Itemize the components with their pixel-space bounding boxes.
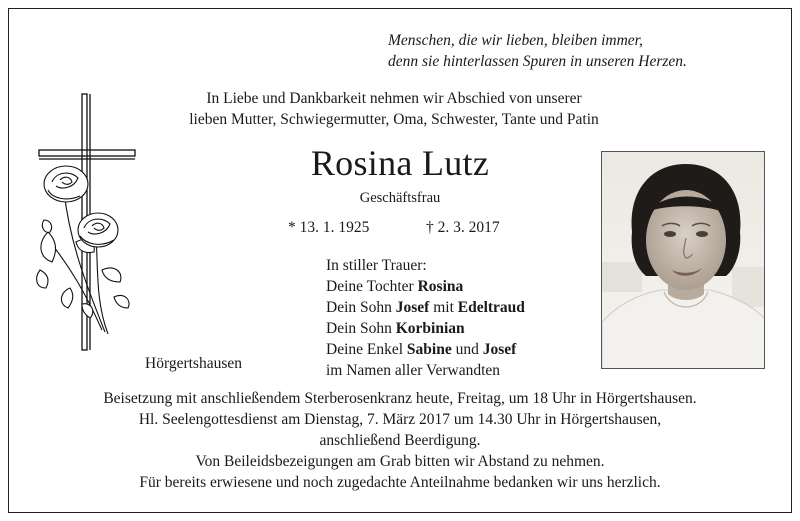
birth-date: * 13. 1. 1925 (288, 219, 370, 236)
mourner-name: Sabine (406, 341, 452, 358)
footer-announcement (20, 388, 780, 493)
mourner-line (326, 339, 525, 360)
portrait-photo (601, 151, 765, 369)
motto-quote (388, 30, 687, 72)
mourners-closing: im Namen aller Verwandten (326, 362, 501, 379)
life-dates (288, 217, 500, 238)
mourner-connector: mit (429, 299, 458, 316)
intro-line: In Liebe und Dankbarkeit nehmen wir Abschied von unserer (206, 90, 582, 107)
intro-line: lieben Mutter, Schwiegermutter, Oma, Schwester, Tante und Patin (189, 111, 599, 128)
mourners-list (326, 255, 525, 381)
portrait-illustration (602, 152, 765, 369)
mourner-relation: Deine Tochter (326, 278, 418, 295)
cross-with-roses-icon (30, 92, 142, 354)
mourner-relation: Dein Sohn (326, 299, 396, 316)
intro-text (128, 88, 660, 130)
motto-line: denn sie hinterlassen Spuren in unseren Herzen. (388, 53, 687, 70)
mourner-name: Josef (482, 341, 517, 358)
footer-line: Von Beileidsbezeigungen am Grab bitten wir Abstand zu nehmen. (195, 453, 605, 470)
mourner-name: Korbinian (395, 320, 465, 337)
mourner-name: Edeltraud (457, 299, 525, 316)
mourner-name: Rosina (417, 278, 464, 295)
mourners-heading: In stiller Trauer: (326, 257, 427, 274)
mourner-relation: Deine Enkel (326, 341, 407, 358)
footer-line: Für bereits erwiesene und noch zugedachte Anteilnahme bedanken wir uns herzlich. (139, 474, 661, 491)
death-date: † 2. 3. 2017 (426, 219, 500, 236)
footer-line: anschließend Beerdigung. (319, 432, 481, 449)
footer-line: Hl. Seelengottesdienst am Dienstag, 7. März 2017 um 14.30 Uhr in Hörgertshausen, (138, 411, 662, 428)
mourner-name: Josef (395, 299, 430, 316)
deceased-occupation: Geschäftsfrau (359, 190, 441, 206)
place-name: Hörgertshausen (145, 355, 242, 372)
motto-line: Menschen, die wir lieben, bleiben immer, (388, 32, 643, 49)
mourner-line (326, 297, 525, 318)
mourner-connector: und (451, 341, 483, 358)
deceased-name: Rosina Lutz (310, 143, 490, 183)
mourner-line (326, 276, 525, 297)
mourner-relation: Dein Sohn (326, 320, 396, 337)
mourner-line (326, 318, 525, 339)
footer-line: Beisetzung mit anschließendem Sterberosenkranz heute, Freitag, um 18 Uhr in Hörgertshausen. (103, 390, 697, 407)
